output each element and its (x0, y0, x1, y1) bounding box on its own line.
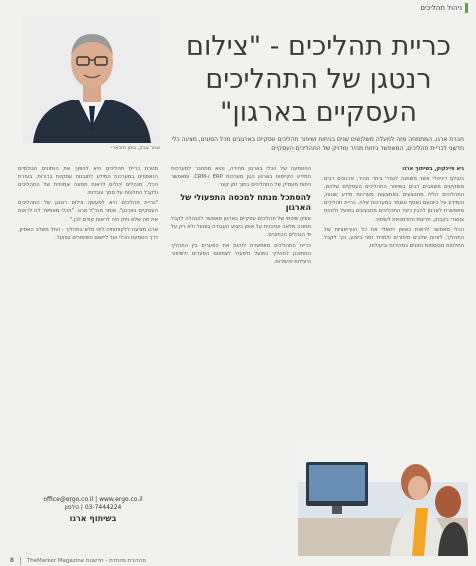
paragraph: כריית התהליכים מאפשרת לזהות את הפערים בין התהליך המתוכנן לתהליך בפועל ולפעול לצמצום הפערים ולשיפור היעילות והשירות. (171, 242, 311, 265)
column-left (18, 165, 158, 495)
column-right (324, 165, 464, 443)
section-tag (420, 3, 468, 13)
footer-divider (20, 557, 21, 565)
office-workers-illustration (298, 442, 468, 556)
page-number: 8 (10, 557, 14, 564)
footer-publication: מהדורת מיוחדת - חדשנות TheMarker Magazine (26, 557, 147, 564)
contact-phone: 03-7444224 | טלפון (64, 504, 122, 511)
column-middle (171, 165, 311, 443)
section-accent-bar (465, 3, 468, 13)
byline: גיא פיינקוק, בשיתוף ארגו (402, 166, 464, 172)
paragraph: ארגו מציעה ללקוחותיה ליווי מלא בתהליך - החל משלב האפיון, דרך הטמעת הכלי ועד ליישום השיפורים בפועל. (18, 226, 158, 241)
paragraph: בעולם דיגיטלי אשר משתנה לגמרי ביתר מהיר, ארגונים רבים משקיעים משאבים רבים בשיפור התהליכים העסקיים שלהם. התהליכים הללו מתבצעים באמצעות מערכות מידע שונות, והמידע על ביצועם נאסף ונשמר במערכות אלה. כריית תהליכים מאפשרת לארגון להבין כיצד התהליכים מתבצעים בפועל ולזהות צווארי בקבוק, חריגות והזדמנויות לשיפור. (324, 176, 464, 223)
contact-email: office@ergo.co.il | www.ergo.co.il (43, 496, 143, 503)
paragraph: אפיון שיטתי של תהליכים עסקיים בארגון מאפשר להנהלה לקבל תמונה מלאה ועדכנית על אופן ביצוע העבודה בפועל ולא רק על פי הנהלים הכתובים. (171, 216, 311, 239)
lead-paragraph: חברת ארגו, המתמחה מזה למעלה משלושים שנים בניתוח ושיפור תהליכים עסקיים בארגונים מכל הסוגים, מציגה כלי חדשני לכריית תהליכים, המאפשר ניתוח מהיר ומדויק של התהליכים העסקיים (171, 136, 464, 152)
paragraph: הכלי מאפשר לראות באופן ויזואלי את כל הווריאציות של התהליך, לזהות שלבים מיותרים ולמדוד זמני ביצוע, וכך לקבל החלטות מבוססות נתונים במהירות וביעילות. (324, 226, 464, 249)
contact-box (23, 496, 163, 523)
author-portrait (23, 16, 160, 143)
paragraph: מטרת כריית תהליכים היא להפוך את הנתונים הגולמיים הנאספים במערכות המידע לתובנות עסקיות ברורות. בעזרת הכלי, מנהלים יכולים לראות תמונה אמיתית של התהליכים ולקבל החלטות על סמך עובדות. (18, 166, 158, 197)
paragraph: ההטמעה של הכלי בארגון מהירה, והוא מתחבר למערכות המידע הקיימות בארגון כגון מערכות ERP ו-CRM, ומאפשר ניתוח מעמיק של התהליכים בתוך זמן קצר. (171, 166, 311, 189)
headline: כריית תהליכים - "צילום רנטגן של התהליכים העסקיים בארגון" (186, 31, 451, 128)
portrait-caption: שחר צבק, ביתן פזכארי (111, 145, 160, 151)
paragraph: "כריית תהליכים היא למעשה צילום רנטגן של התהליכים העסקיים בארגון", אומר מנכ"ל ארגו. "הכלי מאפשר לנו לראות את מה שלא ניתן היה לראות קודם לכן." (18, 200, 158, 223)
office-photo (298, 442, 468, 556)
contact-name: בשיתוף ארגו (69, 514, 117, 523)
page-footer (0, 555, 476, 566)
man-portrait-illustration (23, 16, 160, 143)
subheading: להסתכל מנתח למכסה התפעולי של הארגון (180, 193, 311, 213)
section-label: ניהול תהליכים (420, 4, 462, 12)
